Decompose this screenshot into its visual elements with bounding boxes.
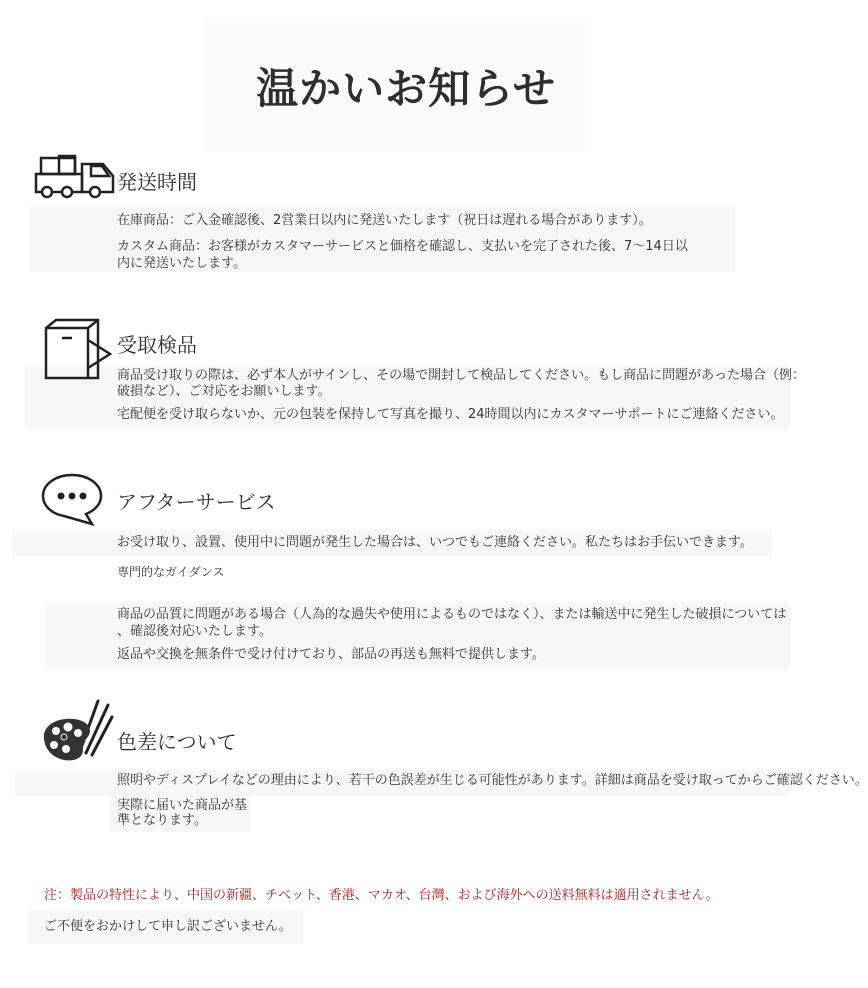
color-difference-text-2: 実際に届いた商品が基	[117, 798, 248, 813]
color-difference-text-2-cont: 準となります。	[117, 813, 207, 828]
heading-shipping-time: 発送時間	[117, 170, 197, 194]
truck-icon	[33, 154, 117, 200]
shipping-exclusion-note: 注：製品の特性により、中国の新疆、チベット、香港、マカオ、台灣、および海外への送料無料は適用されません。	[44, 888, 719, 903]
after-service-text-1: お受け取り、設置、使用中に問題が発生した場合は、いつでもご連絡ください。私たちはお手伝いできます。	[117, 535, 753, 550]
shipping-custom-text: カスタム商品：お客様がカスタマーサービスと価格を確認し、支払いを完了された後、7〜14日以	[117, 239, 688, 254]
inspection-text-1: 商品受け取りの際は、必ず本人がサインし、その場で開封して検品してください。もし商品に問題があった場合（例：	[117, 368, 805, 383]
apology-note: ご不便をおかけして申し訳ございません。	[44, 919, 292, 934]
paint-palette-icon	[40, 695, 116, 767]
shipping-custom-text-cont: 内に発送いたします。	[117, 256, 246, 271]
inspection-text-2: 宅配便を受け取らないか、元の包装を保持して写真を撮り、24時間以内にカスタマーサポートにご連絡ください。	[117, 407, 784, 422]
shipping-stock-text: 在庫商品：ご入金確認後、2営業日以内に発送いたします（祝日は遅れる場合があります）。	[117, 213, 652, 228]
speech-bubble-icon	[40, 472, 104, 526]
box-icon	[40, 318, 114, 384]
inspection-text-1-cont: 破損など）、ご対応をお願いします。	[117, 384, 331, 399]
after-service-text-3: 返品や交換を無条件で受け付けており、部品の再送も無料で提供します。	[117, 647, 545, 662]
after-service-text-2: 商品の品質に問題がある場合（人為的な過失や使用によるものではなく）、または輸送中に発生した破損については	[117, 607, 787, 622]
color-difference-text: 照明やディスプレイなどの理由により、若干の色誤差が生じる可能性があります。詳細は商品を受け取ってからご確認ください。	[117, 773, 868, 788]
heading-inspection: 受取検品	[117, 333, 197, 357]
heading-after-service: アフターサービス	[117, 490, 276, 514]
page-title: 温かいお知らせ	[256, 64, 556, 113]
heading-color-difference: 色差について	[117, 730, 237, 754]
after-service-guidance: 専門的なガイダンス	[117, 565, 225, 579]
after-service-text-2-cont: 、確認後対応いたします。	[117, 624, 272, 639]
